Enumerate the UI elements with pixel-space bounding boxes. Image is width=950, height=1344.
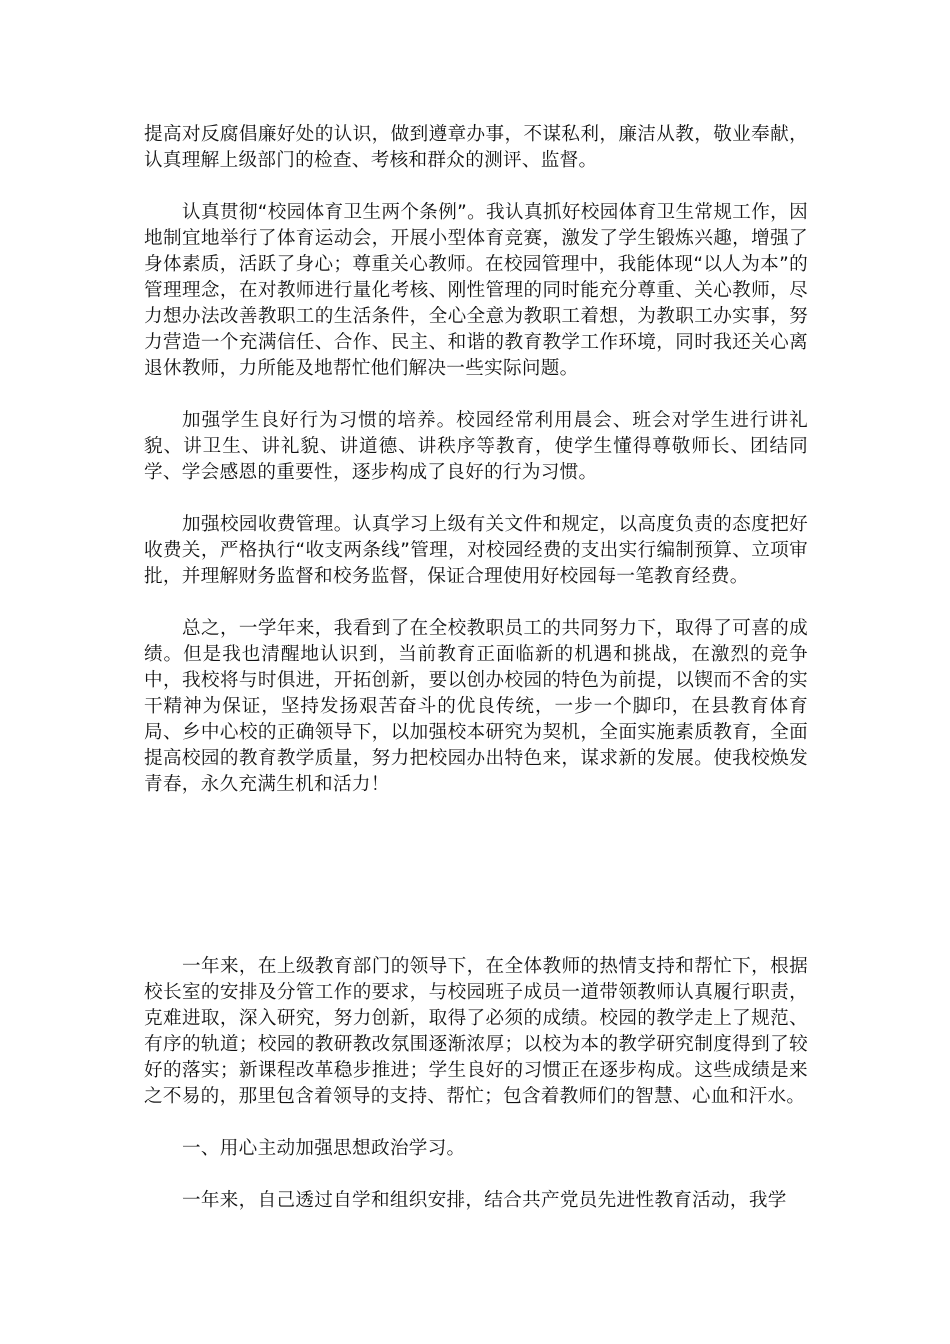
paragraph-7: 一年来，自己透过自学和组织安排，结合共产党员先进性教育活动，我学: [182, 1190, 787, 1211]
paragraph-2: 认真贯彻“校园体育卫生两个条例”。我认真抓好校园体育卫生常规工作，因地制宜地举行了体育运动会，开展小型体育竞赛，激发了学生锻炼兴趣，增强了身体素质，活跃了身心；尊重关心教师。在校园管理中，我能体现“以人为本”的管理理念，在对教师进行量化考核、刚性管理的同时能充分尊重、关心教师，尽力想办法改善教职工的生活条件，全心全意为教职工着想，为教职工办实事，努力营造一个充满信任、合作、民主、和谐的教育教学工作环境，同时我还关心离退休教师，力所能及地帮忙他们解决一些实际问题。: [144, 202, 808, 379]
paragraph-3: 加强学生良好行为习惯的培养。校园经常利用晨会、班会对学生进行讲礼貌、讲卫生、讲礼貌、讲道德、讲秩序等教育，使学生懂得尊敬师长、团结同学、学会感恩的重要性，逐步构成了良好的行为习惯。: [144, 410, 808, 483]
section-heading: 一、用心主动加强思想政治学习。: [182, 1138, 466, 1159]
paragraph-5: 总之，一学年来，我看到了在全校教职员工的共同努力下，取得了可喜的成绩。但是我也清醒地认识到，当前教育正面临新的机遇和挑战，在激烈的竞争中，我校将与时俱进，开拓创新，要以创办校园的特色为前提，以锲而不舍的实干精神为保证，坚持发扬艰苦奋斗的优良传统，一步一个脚印，在县教育体育局、乡中心校的正确领导下，以加强校本研究为契机，全面实施素质教育，全面提高校园的教育教学质量，努力把校园办出特色来，谋求新的发展。使我校焕发青春，永久充满生机和活力！: [144, 618, 808, 795]
paragraph-1: 提高对反腐倡廉好处的认识，做到遵章办事，不谋私利，廉洁从教，敬业奉献，认真理解上级部门的检查、考核和群众的测评、监督。: [144, 124, 808, 171]
document-body: [144, 122, 808, 1214]
paragraph-6: 一年来，在上级教育部门的领导下，在全体教师的热情支持和帮忙下，根据校长室的安排及分管工作的要求，与校园班子成员一道带领教师认真履行职责，克难进取，深入研究，努力创新，取得了必须的成绩。校园的教学走上了规范、有序的轨道；校园的教研教改氛围逐渐浓厚；以校为本的教学研究制度得到了较好的落实；新课程改革稳步推进；学生良好的习惯正在逐步构成。这些成绩是来之不易的，那里包含着领导的支持、帮忙；包含着教师们的智慧、心血和汗水。: [144, 956, 808, 1107]
paragraph-4: 加强校园收费管理。认真学习上级有关文件和规定，以高度负责的态度把好收费关，严格执行“收支两条线”管理，对校园经费的支出实行编制预算、立项审批，并理解财务监督和校务监督，保证合理使用好校园每一笔教育经费。: [144, 514, 808, 587]
